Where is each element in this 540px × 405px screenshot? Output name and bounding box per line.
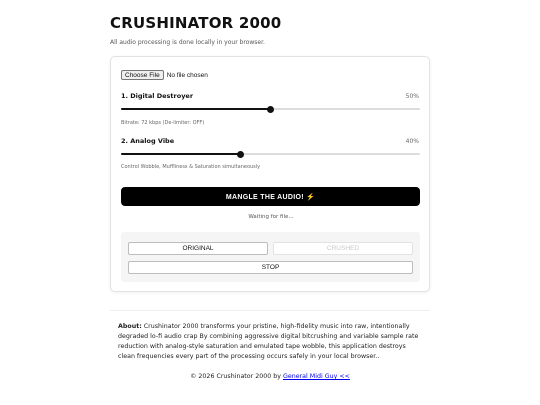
play-crushed-button[interactable]: CRUSHED — [273, 242, 413, 255]
mangle-audio-button[interactable]: MANGLE THE AUDIO! ⚡ — [121, 187, 420, 206]
slider-thumb[interactable] — [237, 151, 244, 158]
file-status: No file chosen — [166, 71, 208, 79]
slider-thumb[interactable] — [267, 106, 274, 113]
divider — [110, 310, 430, 311]
play-original-button[interactable]: ORIGINAL — [128, 242, 268, 255]
digital-destroyer-title: 1. Digital Destroyer — [121, 92, 194, 100]
player-panel — [121, 232, 420, 282]
digital-destroyer-hint: Bitrate: 72 kbps (De-limiter: OFF) — [121, 120, 205, 126]
analog-vibe-title: 2. Analog Vibe — [121, 137, 175, 145]
about-text: Crushinator 2000 transforms your pristine, high-fidelity music into raw, intentionally degraded lo-fi audio crap By combining aggressive digital bitcrushing and variable sample rate reduction with analog-style saturation and emulated tape wobble, this application destroys clean frequencies every part of the processing occurs safely in your local browser.. — [118, 323, 419, 360]
author-link[interactable]: General Midi Guy << — [282, 373, 350, 380]
footer-copyright: © 2026 Crushinator 2000 by — [190, 373, 283, 380]
footer — [0, 373, 540, 380]
about-section — [118, 322, 424, 362]
status-text: Waiting for file... — [248, 214, 294, 220]
digital-destroyer-slider[interactable] — [121, 105, 420, 113]
page-title: CRUSHINATOR 2000 — [110, 14, 282, 32]
analog-vibe-slider[interactable] — [121, 150, 420, 158]
analog-vibe-value: 40% — [405, 138, 419, 145]
analog-vibe-hint: Control Wobble, Muffliness & Saturation simultaneously — [121, 164, 261, 170]
slider-fill — [121, 108, 271, 110]
main-card — [110, 56, 430, 292]
about-label: About: — [118, 323, 142, 330]
slider-fill — [121, 153, 241, 155]
file-input[interactable] — [121, 70, 208, 80]
page-subtitle: All audio processing is done locally in your browser. — [110, 39, 265, 46]
stop-button[interactable]: STOP — [128, 261, 413, 274]
digital-destroyer-value: 50% — [405, 93, 419, 100]
choose-file-button[interactable]: Choose File — [121, 70, 164, 80]
